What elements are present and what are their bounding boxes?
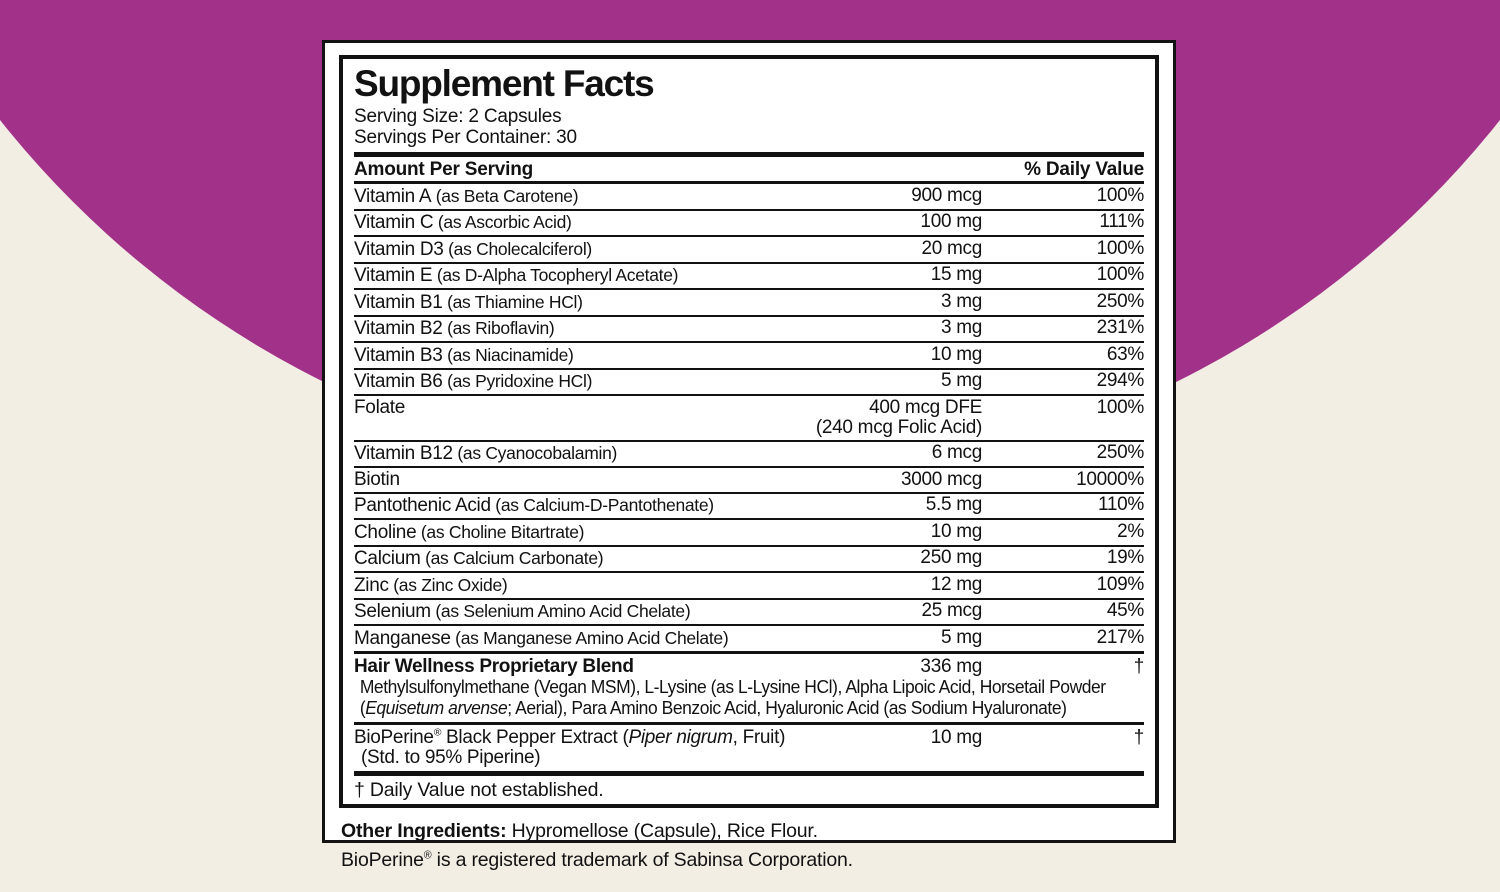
ingredient-name-cell bbox=[354, 265, 797, 286]
blend-latin-name: Equisetum arvense bbox=[365, 697, 508, 718]
table-row bbox=[354, 315, 1144, 342]
ingredient-name: Vitamin B12 bbox=[354, 443, 453, 464]
ingredient-name-cell bbox=[354, 239, 797, 260]
ingredient-amount: 6 mcg bbox=[931, 442, 982, 463]
ingredient-name: Vitamin E bbox=[354, 265, 433, 286]
ingredient-amount: 20 mcg bbox=[921, 237, 982, 259]
ingredient-form: (as Thiamine HCl) bbox=[442, 291, 583, 312]
ingredient-form: (as Pyridoxine HCl) bbox=[442, 371, 593, 391]
ingredient-amount: 10 mg bbox=[930, 520, 982, 542]
ingredient-dv: 100% bbox=[1096, 237, 1144, 259]
ingredient-name-cell bbox=[354, 318, 797, 339]
ingredient-form: (as Selenium Amino Acid Chelate) bbox=[430, 601, 691, 621]
bioperine-amount: 10 mg bbox=[930, 726, 982, 748]
ingredient-dv: 19% bbox=[1106, 547, 1144, 568]
table-row bbox=[354, 368, 1144, 395]
ingredient-name: Zinc bbox=[354, 574, 389, 596]
ingredient-amount: 400 mcg DFE (240 mcg Folic Acid) bbox=[815, 396, 982, 438]
bioperine-name bbox=[354, 727, 797, 748]
ingredient-amount: 250 mg bbox=[920, 547, 982, 568]
other-ingredients-label: Other Ingredients: bbox=[341, 819, 507, 842]
ingredient-dv: 10000% bbox=[1076, 468, 1144, 490]
ingredient-amount: 3000 mcg bbox=[900, 468, 982, 490]
ingredient-name-cell bbox=[354, 495, 797, 516]
ingredient-form: (as Niacinamide) bbox=[442, 344, 574, 365]
ingredient-dv: 109% bbox=[1096, 573, 1144, 595]
table-row bbox=[354, 598, 1144, 625]
ingredient-name-cell bbox=[354, 601, 797, 622]
ingredient-name-cell bbox=[354, 522, 797, 543]
table-row bbox=[354, 545, 1144, 572]
serving-size: Serving Size: 2 Capsules bbox=[354, 106, 562, 127]
table-row bbox=[354, 341, 1144, 368]
ingredient-form: (as Zinc Oxide) bbox=[388, 574, 508, 595]
blend-name: Hair Wellness Proprietary Blend bbox=[354, 655, 634, 677]
ingredient-name: Vitamin B6 bbox=[354, 371, 443, 392]
ingredient-dv: 294% bbox=[1096, 370, 1144, 391]
ingredient-name: Choline bbox=[354, 521, 417, 543]
ingredient-dv: 100% bbox=[1096, 396, 1144, 418]
ingredient-name: Vitamin B1 bbox=[354, 291, 443, 313]
bioperine-dv-dagger: † bbox=[1133, 726, 1144, 748]
ingredient-dv: 231% bbox=[1096, 317, 1144, 338]
proprietary-blend-section bbox=[354, 651, 1144, 722]
ingredient-dv: 250% bbox=[1096, 290, 1144, 312]
ingredient-name-cell bbox=[354, 371, 797, 392]
ingredient-name-cell bbox=[354, 470, 797, 490]
blend-header-row bbox=[354, 656, 1144, 677]
ingredient-name-cell bbox=[354, 292, 797, 313]
blend-line2-rest: ; Aerial), Para Amino Benzoic Acid, Hyaluronic Acid (as Sodium Hyaluronate) bbox=[507, 697, 1067, 718]
ingredient-amount: 3 mg bbox=[940, 317, 982, 338]
table-row bbox=[354, 624, 1144, 651]
ingredient-name: Vitamin D3 bbox=[354, 238, 444, 260]
supplement-label bbox=[322, 40, 1176, 871]
ingredient-amount: 15 mg bbox=[930, 264, 982, 285]
ingredient-form: (as Manganese Amino Acid Chelate) bbox=[450, 627, 729, 648]
table-row bbox=[354, 440, 1144, 467]
blend-ingredients-line2 bbox=[354, 698, 1120, 719]
ingredient-name: Pantothenic Acid bbox=[354, 495, 491, 516]
blend-line2-open: ( bbox=[359, 697, 366, 718]
ingredient-dv: 110% bbox=[1098, 494, 1144, 515]
registered-mark: ® bbox=[433, 727, 442, 739]
table-row bbox=[354, 235, 1144, 262]
ingredient-name: Biotin bbox=[354, 468, 400, 490]
table-row bbox=[354, 466, 1144, 492]
bioperine-section bbox=[354, 722, 1144, 771]
blend-amount: 336 mg bbox=[920, 655, 982, 677]
ingredient-dv: 100% bbox=[1096, 184, 1144, 206]
ingredient-dv: 111% bbox=[1099, 211, 1144, 232]
ingredient-name: Folate bbox=[354, 396, 406, 418]
ingredient-rows bbox=[354, 184, 1144, 651]
ingredient-dv: 2% bbox=[1117, 520, 1144, 542]
ingredient-name-cell bbox=[354, 548, 797, 569]
ingredient-name: Manganese bbox=[354, 627, 451, 649]
ingredient-dv: 100% bbox=[1096, 264, 1144, 285]
bioperine-mid: Black Pepper Extract ( bbox=[441, 726, 629, 748]
table-row bbox=[354, 262, 1144, 289]
servings-per-container: Servings Per Container: 30 bbox=[354, 127, 577, 148]
blend-ingredients-line1: Methylsulfonylmethane (Vegan MSM), L-Lysine (as L-Lysine HCl), Alpha Lipoic Acid, Horsetail Powder bbox=[359, 676, 1106, 697]
table-header bbox=[354, 157, 1144, 181]
ingredient-amount: 5.5 mg bbox=[925, 494, 982, 515]
ingredient-name-cell bbox=[354, 212, 797, 233]
ingredient-name-cell bbox=[354, 186, 797, 207]
trademark-notice bbox=[341, 849, 1157, 871]
ingredient-amount: 100 mg bbox=[920, 211, 982, 232]
bioperine-post: , Fruit) bbox=[732, 726, 786, 748]
daily-value-header: % Daily Value bbox=[1024, 159, 1144, 180]
ingredient-name: Selenium bbox=[354, 601, 431, 622]
ingredient-form: (as Calcium Carbonate) bbox=[420, 548, 604, 568]
ingredient-form: (as Choline Bitartrate) bbox=[416, 521, 585, 542]
table-row bbox=[354, 288, 1144, 315]
ingredient-form: (as Riboflavin) bbox=[442, 318, 555, 338]
ingredient-name-cell bbox=[354, 628, 797, 649]
other-ingredients bbox=[341, 820, 1157, 842]
amount-per-serving-header: Amount Per Serving bbox=[354, 159, 534, 180]
ingredient-name-cell bbox=[354, 398, 797, 438]
ingredient-dv: 250% bbox=[1096, 442, 1144, 463]
bioperine-brand: BioPerine bbox=[354, 726, 434, 748]
ingredient-amount: 900 mcg bbox=[911, 184, 982, 206]
supplement-facts-panel bbox=[339, 55, 1159, 808]
ingredient-form: (as Beta Carotene) bbox=[431, 185, 579, 206]
ingredient-form: (as D-Alpha Tocopheryl Acetate) bbox=[432, 265, 679, 285]
ingredient-amount: 10 mg bbox=[930, 343, 982, 365]
ingredient-dv: 45% bbox=[1106, 600, 1144, 621]
table-row bbox=[354, 518, 1144, 545]
ingredient-form: (as Cyanocobalamin) bbox=[452, 443, 618, 463]
table-row bbox=[354, 394, 1144, 440]
ingredient-name-cell bbox=[354, 575, 797, 596]
ingredient-amount: 5 mg bbox=[940, 370, 982, 391]
ingredient-form: (as Calcium-D-Pantothenate) bbox=[490, 495, 714, 515]
ingredient-form: (as Cholecalciferol) bbox=[443, 238, 592, 259]
table-row bbox=[354, 492, 1144, 519]
label-footer bbox=[339, 808, 1159, 871]
trademark-brand: BioPerine bbox=[341, 848, 424, 871]
daily-value-footnote: † Daily Value not established. bbox=[354, 771, 1144, 804]
table-row bbox=[354, 209, 1144, 236]
bioperine-row bbox=[354, 727, 1144, 748]
ingredient-name-cell bbox=[354, 345, 797, 366]
ingredient-amount: 3 mg bbox=[940, 290, 982, 312]
blend-dv-dagger: † bbox=[1133, 655, 1144, 677]
trademark-text: is a registered trademark of Sabinsa Corporation. bbox=[431, 848, 853, 871]
ingredient-name: Vitamin B3 bbox=[354, 344, 443, 366]
table-row bbox=[354, 571, 1144, 598]
bioperine-latin-name: Piper nigrum bbox=[628, 726, 733, 748]
ingredient-amount: 25 mcg bbox=[921, 600, 982, 621]
ingredient-dv: 63% bbox=[1106, 343, 1144, 365]
ingredient-name-cell bbox=[354, 443, 797, 464]
registered-mark: ® bbox=[423, 849, 432, 861]
ingredient-form: (as Ascorbic Acid) bbox=[433, 212, 572, 232]
table-row bbox=[354, 184, 1144, 209]
ingredient-amount: 12 mg bbox=[930, 573, 982, 595]
ingredient-name: Vitamin C bbox=[354, 212, 434, 233]
ingredient-dv: 217% bbox=[1096, 626, 1144, 648]
bioperine-standardization: (Std. to 95% Piperine) bbox=[361, 746, 541, 768]
ingredient-name: Calcium bbox=[354, 548, 421, 569]
other-ingredients-text: Hypromellose (Capsule), Rice Flour. bbox=[506, 819, 818, 842]
ingredient-name: Vitamin B2 bbox=[354, 318, 443, 339]
ingredient-amount: 5 mg bbox=[940, 626, 982, 648]
panel-title: Supplement Facts bbox=[354, 63, 654, 104]
ingredient-name: Vitamin A bbox=[354, 185, 432, 207]
